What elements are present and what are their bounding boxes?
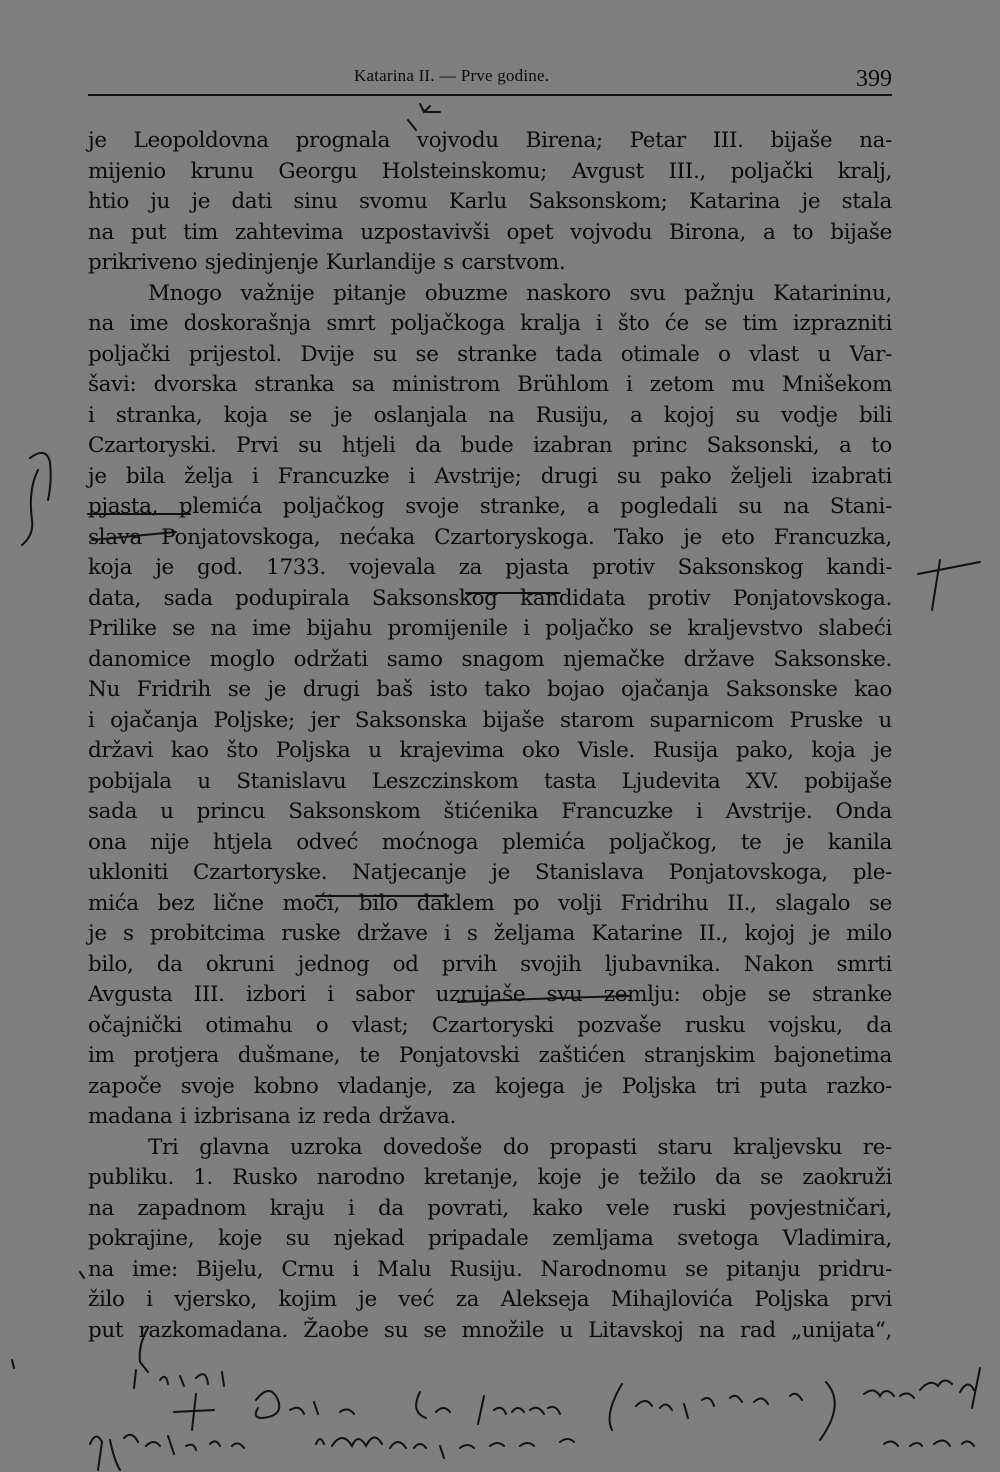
- plus-mark: [174, 1394, 214, 1430]
- text-line: državi kao što Poljska u krajevima oko Visle. Rusija pako, koja je: [88, 738, 892, 763]
- text-line: na ime doskorašnja smrt poljačkoga kralja i što će se tim izprazniti: [88, 311, 892, 336]
- text-line: ukloniti Czartoryske. Natjecanje je Stanislava Ponjatovskoga, ple-: [88, 860, 892, 885]
- handwriting-scribble: [316, 1437, 574, 1458]
- text-line: je s probitcima ruske države i s željama Katarine II., kojoj je milo: [88, 921, 892, 946]
- handwriting-scribble: [864, 1368, 980, 1408]
- text-line: Prilike se na ime bijahu promijenile i poljačko se kraljevstvo slabeći: [88, 616, 892, 641]
- text-line: put razkomadana. Žaobe su se množile u Litavskoj na rad „unijata“,: [88, 1317, 892, 1343]
- text-line: publiku. 1. Rusko narodno kretanje, koje je težilo da se zaokruži: [88, 1165, 892, 1190]
- text-line: poljački prijestol. Dvije su se stranke tada otimale o vlast u Var-: [88, 341, 892, 367]
- text-line: ona nije htjela odveć moćnoga plemića poljačkog, te je kanila: [88, 829, 892, 855]
- text-line: pokrajine, koje su njekad pripadale zemljama svetoga Vladimira,: [88, 1226, 892, 1251]
- text-line: je Leopoldovna prognala vojvodu Birena; Petar III. bijaše na-: [88, 128, 892, 153]
- header-rule: [88, 94, 892, 96]
- running-title: Katarina II. — Prve godine.: [354, 66, 550, 85]
- text-line: pobijala u Stanislavu Leszczinskom tasta Ljudevita XV. pobijaše: [88, 768, 892, 794]
- paragraph-start-line: Mnogo važnije pitanje obuzme naskoro svu pažnju Katarininu,: [148, 280, 892, 306]
- text-line: data, sada podupirala Saksonskog kandidata protiv Ponjatovskoga.: [88, 585, 892, 611]
- running-head: [88, 60, 892, 96]
- text-line: i stranka, koja se je oslanjala na Rusiju, a kojoj su vodje bili: [88, 402, 892, 428]
- handwriting-scribble: [134, 1370, 224, 1388]
- text-line: madana i izbrisana iz reda država.: [88, 1104, 457, 1129]
- text-line: započe svoje kobno vladanje, za kojega je Poljska tri puta razko-: [88, 1073, 892, 1099]
- text-line: Czartoryski. Prvi su htjeli da bude izabran princ Saksonski, a to: [88, 433, 892, 458]
- text-line: na put tim zahtevima uzpostavivši opet vojvodu Birona, a to bijaše: [88, 219, 892, 245]
- text-line: šavi: dvorska stranka sa ministrom Brühlom i zetom mu Mnišekom: [88, 372, 892, 397]
- text-line: pjasta, plemića poljačkog svoje stranke, a pogledali su na Stani-: [88, 494, 892, 519]
- text-line: je bila želja i Francuzke i Avstrije; drugi su pako željeli izabrati: [88, 463, 892, 489]
- handwriting-scribble: [884, 1440, 974, 1446]
- stray-mark: [12, 1272, 84, 1368]
- text-line: danomice moglo održati samo snagom njemačke države Saksonske.: [88, 646, 892, 672]
- handwriting-scribble: [90, 1435, 244, 1470]
- text-line: sada u princu Saksonskom štićenika Francuzke i Avstrije. Onda: [88, 799, 892, 824]
- text-line: na ime: Bijelu, Crnu i Malu Rusiju. Narodnomu se pitanju pridru-: [88, 1256, 892, 1282]
- handwriting-scribble: [610, 1384, 802, 1430]
- text-line: očajnički otimahu o vlast; Czartoryski pozvaše rusku vojsku, da: [88, 1012, 892, 1038]
- body-text: [88, 126, 892, 1346]
- text-line: mića bez lične moći, bilo daklem po volji Fridrihu II., slagalo se: [88, 890, 892, 916]
- paragraph-start-line: Tri glavna uzroka dovedoše do propasti staru kraljevsku re-: [148, 1134, 892, 1160]
- text-line: i ojačanja Poljske; jer Saksonska bijaše starom suparnicom Pruske u: [88, 707, 892, 733]
- plus-mark: [918, 560, 980, 610]
- margin-bracket-mark: [22, 453, 51, 545]
- text-line: htio ju je dati sinu svomu Karlu Saksonskom; Katarina je stala: [88, 189, 892, 214]
- text-line: koja je god. 1733. vojevala za pjasta protiv Saksonskog kandi-: [88, 555, 892, 580]
- handwriting-scribble: [416, 1392, 450, 1418]
- handwriting-scribble: [256, 1391, 354, 1418]
- text-line: na zapadnom kraju i da povrati, kako vele ruski povjestničari,: [88, 1195, 892, 1221]
- handwriting-scribble: [478, 1396, 560, 1424]
- text-line: slava Ponjatovskoga, nećaka Czartoryskoga. Tako je eto Francuzka,: [88, 524, 892, 550]
- text-line: žilo i vjersko, kojim je već za Alekseja Mihajlovića Poljska prvi: [88, 1287, 892, 1312]
- text-line: bilo, da okruni jednog od prvih svojih ljubavnika. Nakon smrti: [88, 951, 892, 977]
- text-line: im protjera dušmane, te Ponjatovski zaštićen stranjskim bajonetima: [88, 1043, 892, 1068]
- bracket-mark: [820, 1382, 835, 1440]
- text-line: Nu Fridrih se je drugi baš isto tako bojao ojačanja Saksonske kao: [88, 677, 892, 702]
- page-number: 399: [856, 66, 892, 92]
- text-line: mijenio krunu Georgu Holsteinskomu; Avgust III., poljački kralj,: [88, 158, 892, 184]
- text-line: prikriveno sjedinjenje Kurlandije s carstvom.: [88, 250, 566, 275]
- text-line: Avgusta III. izbori i sabor uzrujaše svu zemlju: obje se stranke: [88, 982, 892, 1007]
